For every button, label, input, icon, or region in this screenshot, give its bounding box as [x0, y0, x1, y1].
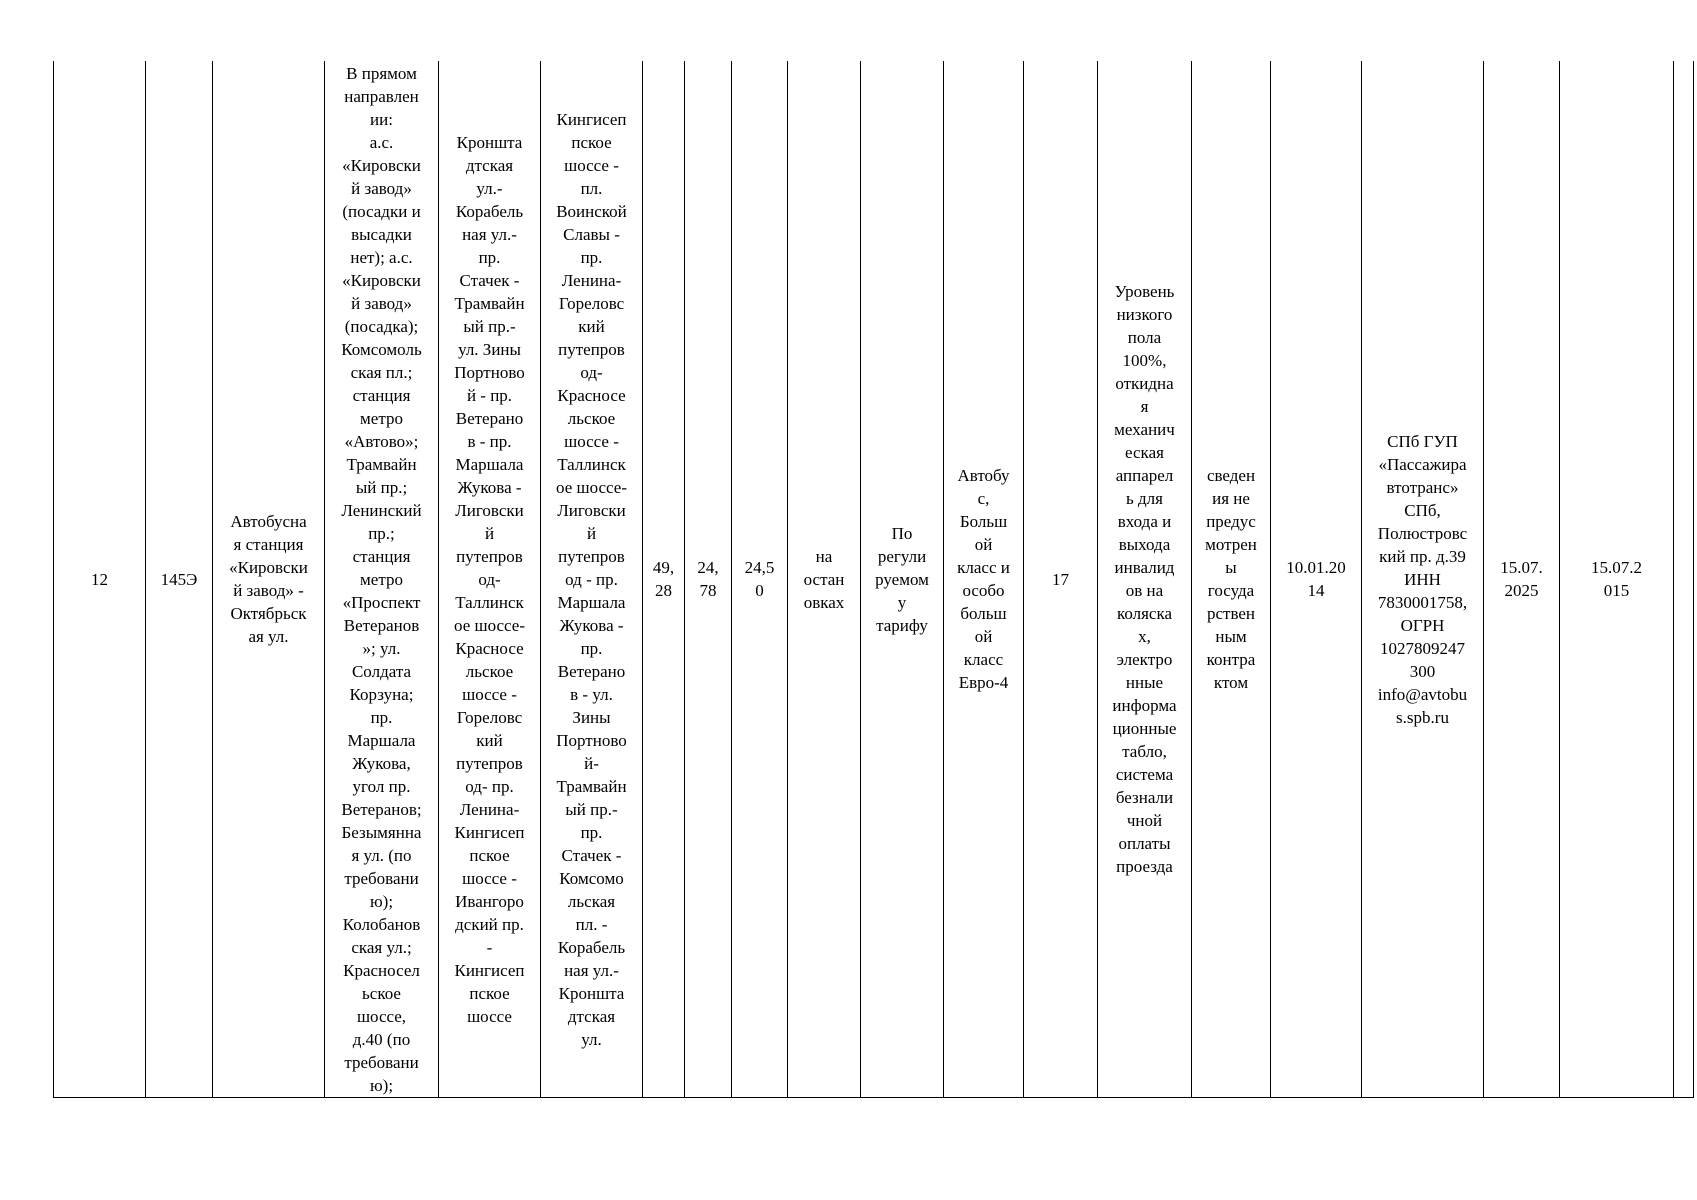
features-cell: Уровень низкого пола 100%, откидна я механич еская аппарел ь для входа и выхода инвалид ов на коляска х, электро нные информа ционные табло, система безнали чной оплаты проезда: [1098, 61, 1192, 1098]
length-backward-cell: 24,5 0: [732, 61, 788, 1098]
fare-type-cell: По регули руемом у тарифу: [861, 61, 944, 1098]
row-number-cell: 12: [54, 61, 146, 1098]
streets-backward-cell: Кингисеп пское шоссе - пл. Воинской Славы - пр. Ленина- Гореловс кий путепров од- Красносе льское шоссе - Таллинск ое шоссе- Лиговски й путепров од - пр. Маршала Жукова - пр. Ветерано в - ул. Зины Портново й- Трамвайн ый пр.- пр. Стачек - Комсомо льская пл. - Корабель ная ул.- Кроншта дтская ул.: [541, 61, 643, 1098]
route-name-cell: Автобусна я станция «Кировски й завод» - Октябрьск ая ул.: [213, 61, 325, 1098]
table-row: [54, 61, 1694, 1098]
contract-cell: сведен ия не предус мотрен ы госуда рствен ным контра ктом: [1192, 61, 1271, 1098]
carrier-cell: СПб ГУП «Пассажира втотранс» СПб, Полюстровс кий пр. д.39 ИНН 7830001758, ОГРН 1027809247 300 info@avtobu s.spb.ru: [1362, 61, 1484, 1098]
streets-forward-cell: Кроншта дтская ул.- Корабель ная ул.- пр. Стачек - Трамвайн ый пр.- ул. Зины Портново й - пр. Ветерано в - пр. Маршала Жукова - Лиговски й путепров од- Таллинск ое шоссе- Красносе льское шоссе - Гореловс кий путепров од- пр. Ленина- Кингисеп пское шоссе - Ивангоро дский пр. - Кингисеп пское шоссе: [439, 61, 541, 1098]
vehicle-count-cell: 17: [1024, 61, 1098, 1098]
route-code-cell: 145Э: [146, 61, 213, 1098]
date-a-cell: 15.07. 2025: [1484, 61, 1560, 1098]
start-date-cell: 10.01.20 14: [1271, 61, 1362, 1098]
stops-cell: В прямом направлен ии: а.с. «Кировски й завод» (посадки и высадки нет); а.с. «Кировски й завод» (посадка); Комсомоль ская пл.; станция метро «Автово»; Трамвайн ый пр.; Ленинский пр.; станция метро «Проспект Ветеранов »; ул. Солдата Корзуна; пр. Маршала Жукова, угол пр. Ветеранов; Безымянна я ул. (по требовани ю); Колобанов ская ул.; Красносел ьское шоссе, д.40 (по требовани ю);: [325, 61, 439, 1098]
date-b-cell: 15.07.2 015: [1560, 61, 1674, 1098]
notes-cell: [1674, 61, 1694, 1098]
route-registry-table: [53, 61, 1694, 1098]
length-total-cell: 49, 28: [643, 61, 685, 1098]
length-forward-cell: 24, 78: [685, 61, 732, 1098]
vehicle-cell: Автобу с, Больш ой класс и особо больш ой класс Евро-4: [944, 61, 1024, 1098]
stop-order-cell: на остан овках: [788, 61, 861, 1098]
